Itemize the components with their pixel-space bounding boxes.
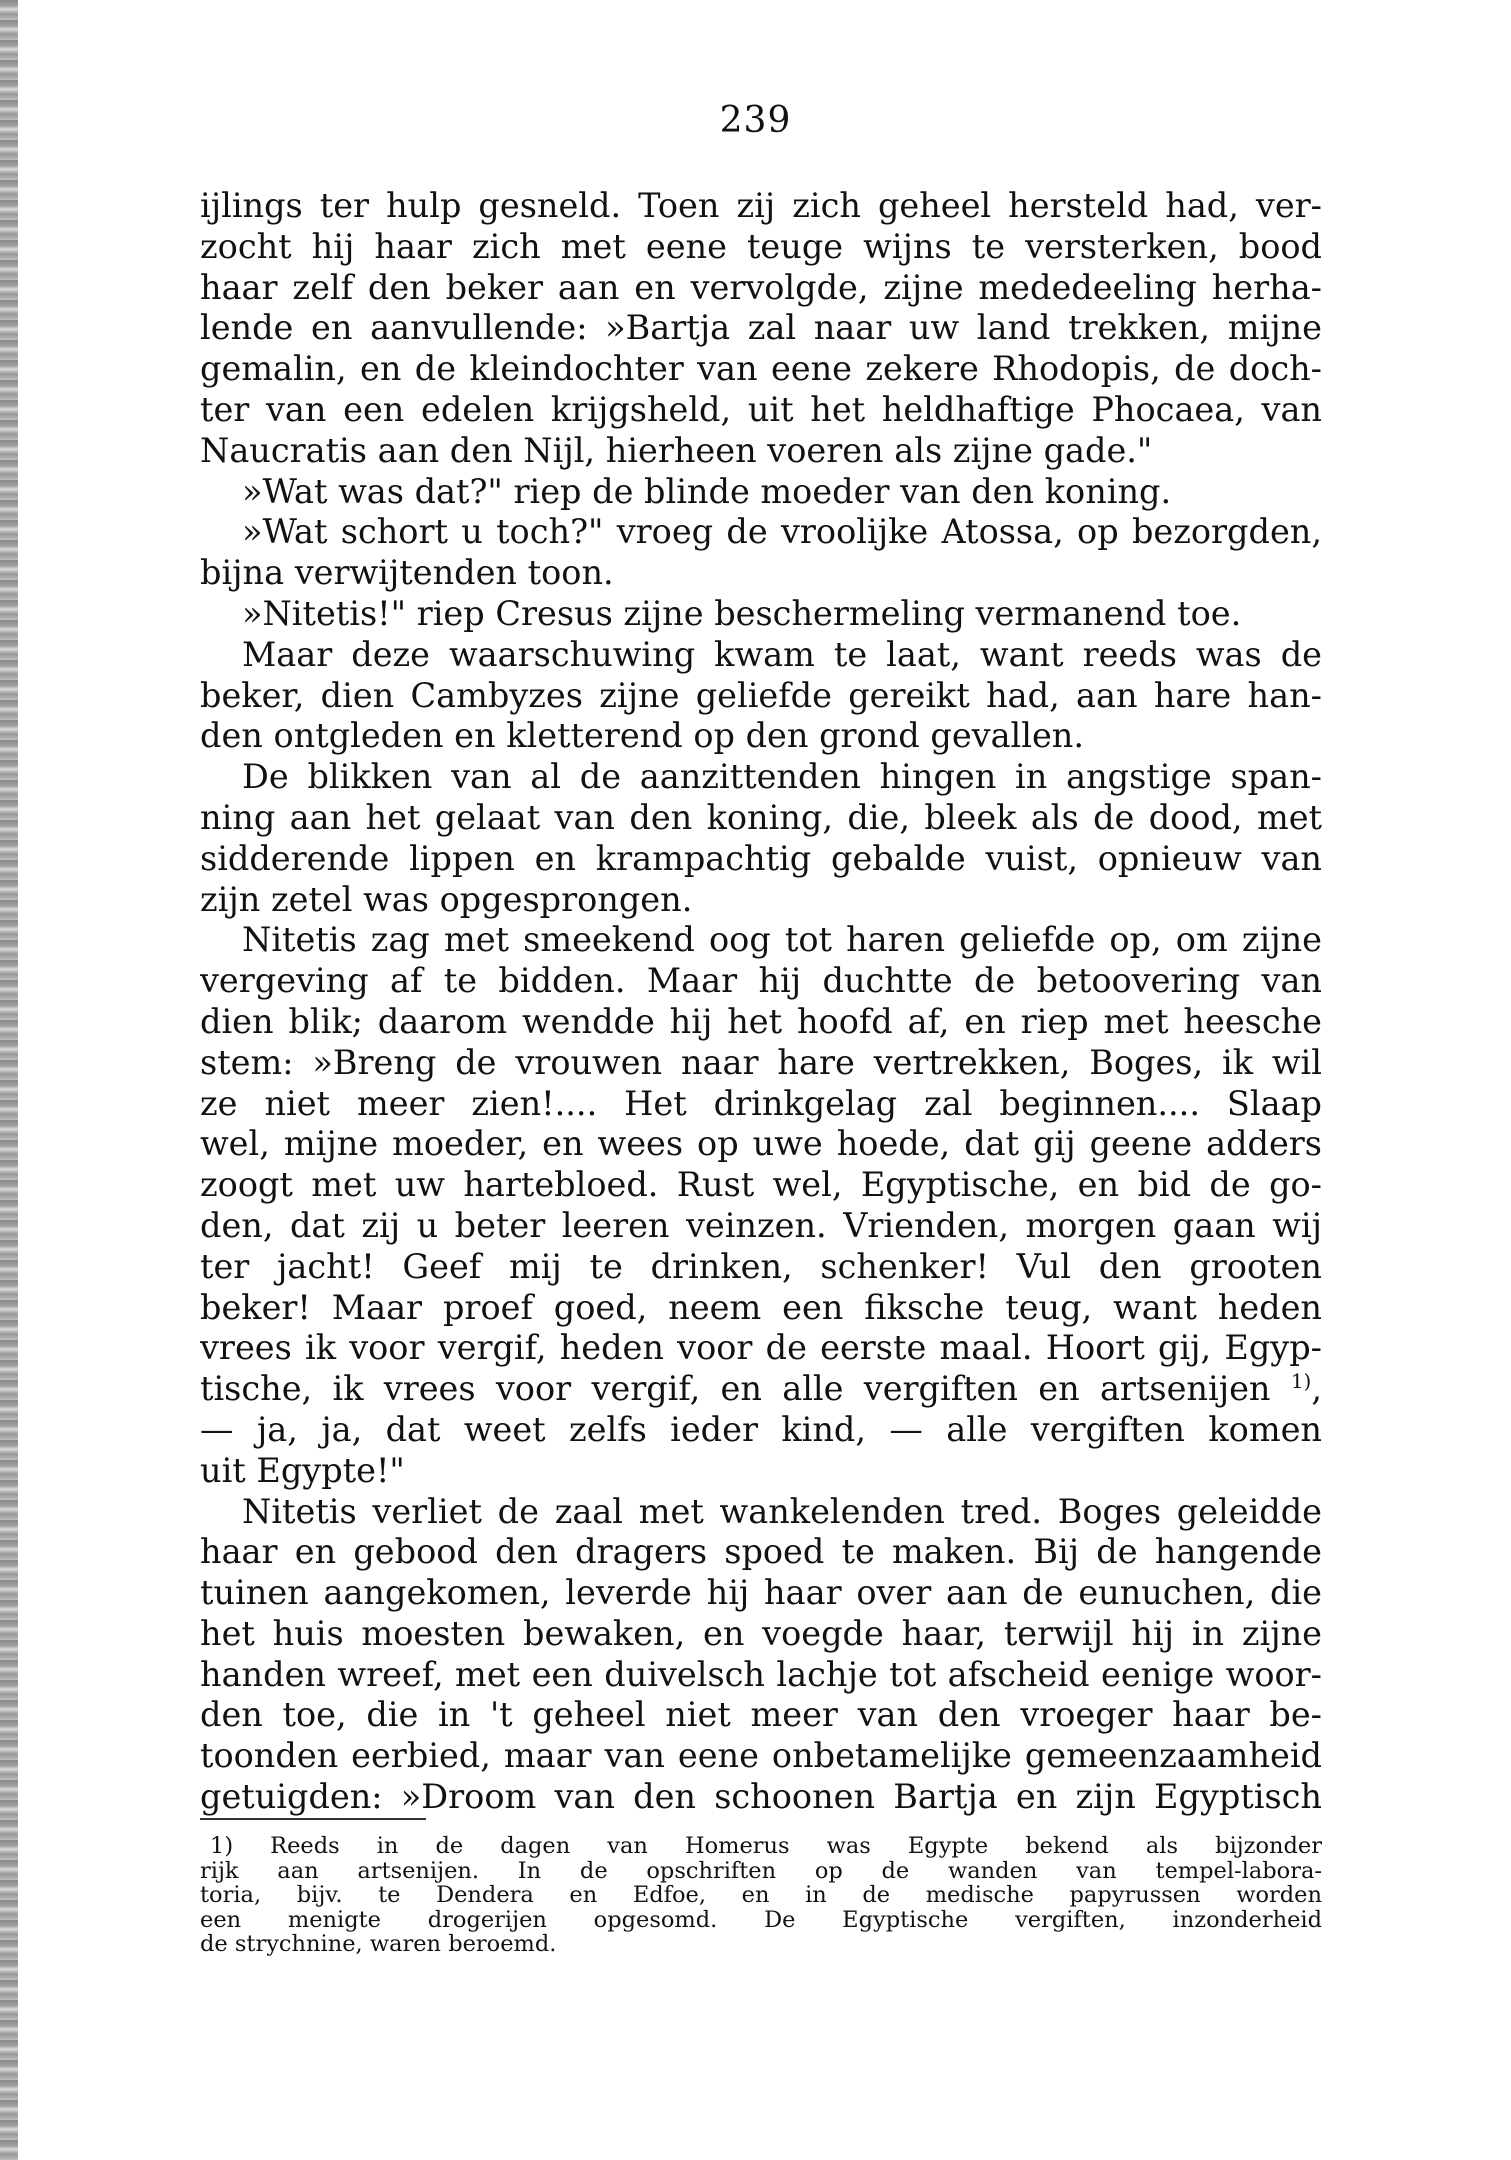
text-line: De blikken van al de aanzittenden hingen in angstige span- bbox=[242, 757, 1322, 797]
text-line: Nitetis verliet de zaal met wankelenden tred. Boges geleidde bbox=[242, 1491, 1322, 1531]
text-line: den ontgleden en kletterend op den grond gevallen. bbox=[200, 716, 1085, 756]
page-number: 239 bbox=[719, 100, 792, 141]
text-line: handen wreef, met een duivelsch lachje tot afscheid eenige woor- bbox=[200, 1654, 1322, 1694]
text-line: Naucratis aan den Nijl, hierheen voeren als zijne gade." bbox=[200, 430, 1153, 470]
text-line: tische, ik vrees voor vergif, en alle vergiften en artsenijen bbox=[200, 1369, 1271, 1409]
body-text bbox=[200, 186, 1322, 1818]
text-line: tuinen aangekomen, leverde hij haar over aan de eunuchen, die bbox=[200, 1573, 1322, 1613]
text-line: — ja, ja, dat weet zelfs ieder kind, — alle vergiften komen bbox=[200, 1409, 1322, 1449]
text-line: wel, mijne moeder, en wees op uwe hoede, dat gij geene adders bbox=[200, 1124, 1322, 1164]
text-line: den, dat zij u beter leeren veinzen. Vrienden, morgen gaan wij bbox=[200, 1205, 1322, 1245]
text-line: »Nitetis!" riep Cresus zijne beschermeling vermanend toe. bbox=[242, 593, 1242, 633]
text-line: beker, dien Cambyzes zijne geliefde gereikt had, aan hare han- bbox=[200, 675, 1322, 715]
text-line: »Wat was dat?" riep de blinde moeder van den koning. bbox=[242, 471, 1172, 511]
text-line: beker! Maar proef goed, neem een fiksche teug, want heden bbox=[200, 1287, 1322, 1327]
text-line: ning aan het gelaat van den koning, die, bleek als de dood, met bbox=[200, 797, 1322, 837]
text-line: Maar deze waarschuwing kwam te laat, want reeds was de bbox=[242, 634, 1322, 674]
footnotes bbox=[200, 1834, 1322, 1957]
text-line: dien blik; daarom wendde hij het hoofd af, en riep met heesche bbox=[200, 1001, 1322, 1041]
text-line: haar en gebood den dragers spoed te maken. Bij de hangende bbox=[200, 1532, 1322, 1572]
text-line: getuigden: »Droom van den schoonen Bartja en zijn Egyptisch bbox=[200, 1777, 1322, 1817]
footnote-line: de strychnine, waren beroemd. bbox=[200, 1932, 557, 1957]
footnote-reference: 1) bbox=[1290, 1369, 1312, 1393]
text-line: gemalin, en de kleindochter van eene zekere Rhodopis, de doch- bbox=[200, 349, 1322, 389]
text-line: bijna verwijtenden toon. bbox=[200, 553, 614, 593]
text-line: ter jacht! Geef mij te drinken, schenker! Vul den grooten bbox=[200, 1246, 1322, 1286]
text-line: »Wat schort u toch?" vroeg de vroolijke Atossa, op bezorgden, bbox=[242, 512, 1322, 552]
text-line: toonden eerbied, maar van eene onbetamelijke gemeenzaamheid bbox=[200, 1736, 1322, 1776]
text-line: lende en aanvullende: »Bartja zal naar uw land trekken, mijne bbox=[200, 308, 1322, 348]
text-line: ter van een edelen krijgsheld, uit het heldhaftige Phocaea, van bbox=[200, 389, 1322, 429]
text-line: uit Egypte!" bbox=[200, 1450, 405, 1490]
footnote-line: rijk aan artsenijen. In de opschriften op de wanden van tempel-labora- bbox=[200, 1858, 1322, 1883]
text-line: zoogt met uw hartebloed. Rust wel, Egyptische, en bid de go- bbox=[200, 1165, 1322, 1205]
text-line: haar zelf den beker aan en vervolgde, zijne mededeeling herha- bbox=[200, 267, 1322, 307]
footnote-line: toria, bijv. te Dendera en Edfoe, en in de medische papyrussen worden bbox=[200, 1883, 1322, 1908]
text-line: zijn zetel was opgesprongen. bbox=[200, 879, 693, 919]
text-line: ijlings ter hulp gesneld. Toen zij zich geheel hersteld had, ver- bbox=[200, 186, 1322, 225]
text-line: vergeving af te bidden. Maar hij duchtte de betoovering van bbox=[200, 961, 1322, 1001]
text-line: Nitetis zag met smeekend oog tot haren geliefde op, om zijne bbox=[242, 920, 1322, 960]
text-line: den toe, die in 't geheel niet meer van den vroeger haar be- bbox=[200, 1695, 1322, 1735]
text-line: vrees ik voor vergif, heden voor de eerste maal. Hoort gij, Egyp- bbox=[200, 1328, 1322, 1368]
footnote-line: een menigte drogerijen opgesomd. De Egyptische vergiften, inzonderheid bbox=[200, 1907, 1322, 1932]
text-line-with-footnote-ref: tische, ik vrees voor vergif, en alle vergiften en artsenijen $^{1)}$, bbox=[200, 1369, 1322, 1409]
text-line: zocht hij haar zich met eene teuge wijns te versterken, bood bbox=[200, 226, 1322, 266]
scan-edge-artifact bbox=[0, 0, 18, 2160]
footnote-line: 1) Reeds in de dagen van Homerus was Egypte bekend als bijzonder bbox=[210, 1834, 1322, 1859]
footnote-divider bbox=[200, 1818, 426, 1820]
text-line: sidderende lippen en krampachtig gebalde vuist, opnieuw van bbox=[200, 838, 1322, 878]
text-line: het huis moesten bewaken, en voegde haar, terwijl hij in zijne bbox=[200, 1613, 1322, 1653]
text-line: stem: »Breng de vrouwen naar hare vertrekken, Boges, ik wil bbox=[200, 1042, 1322, 1082]
text-line: ze niet meer zien!.... Het drinkgelag zal beginnen.... Slaap bbox=[200, 1083, 1322, 1123]
